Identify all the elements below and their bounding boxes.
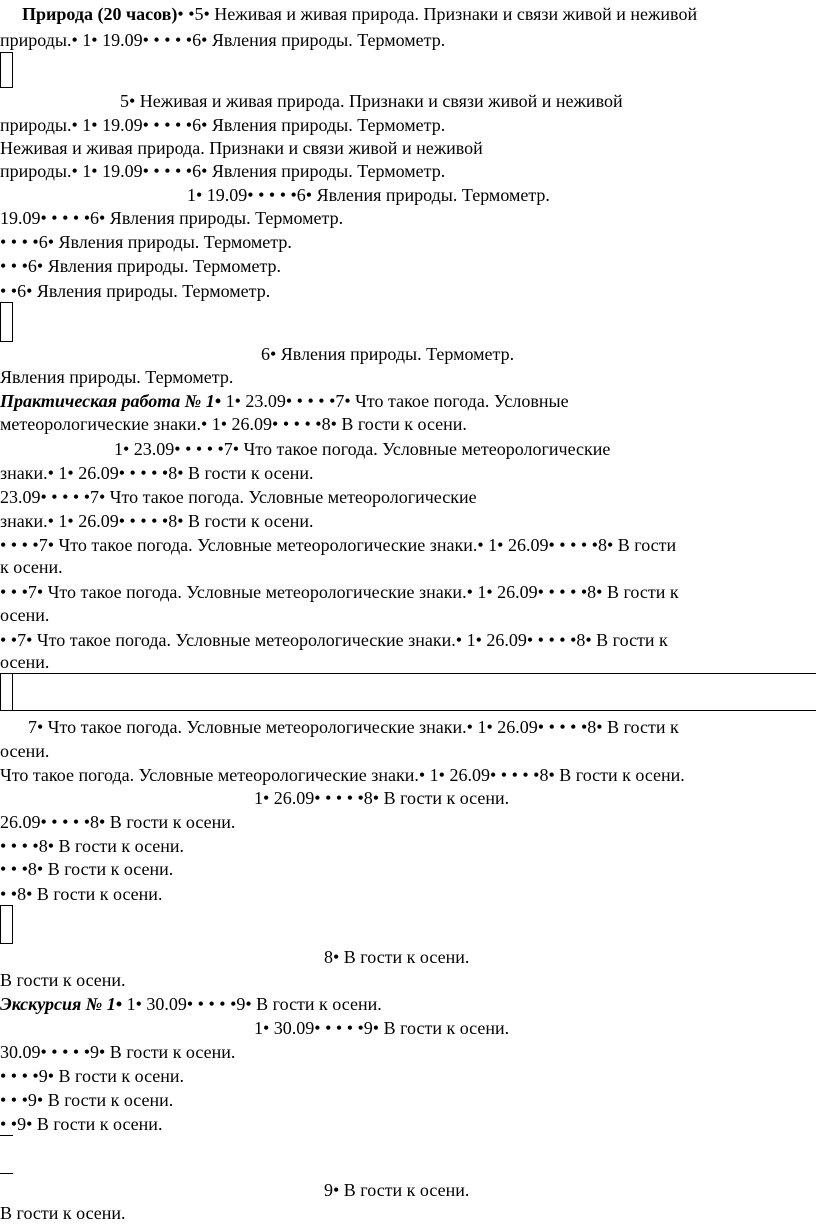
text-line: Явления природы. Термометр. <box>0 367 234 387</box>
text-line: В гости к осени. <box>0 970 126 990</box>
text-line: 26.09• • • • •8• В гости к осени. <box>0 812 236 832</box>
table-cell-fragment <box>0 52 13 88</box>
text-line: • •5• Неживая и живая природа. Признаки и связи живой и неживой <box>177 4 698 24</box>
text-line: • •6• Явления природы. Термометр. <box>0 281 271 301</box>
text-line: знаки.• 1• 26.09• • • • •8• В гости к осени. <box>0 463 314 483</box>
text-line: 23.09• • • • •7• Что такое погода. Условные метеорологические <box>0 487 477 507</box>
section-heading-line <box>22 4 697 24</box>
text-line: • •7• Что такое погода. Условные метеорологические знаки.• 1• 26.09• • • • •8• В гости к <box>0 630 668 650</box>
text-line: 1• 23.09• • • • •7• Что такое погода. Условные метеорологические <box>114 439 611 459</box>
text-line: • • •8• В гости к осени. <box>0 859 174 879</box>
table-border-line <box>0 673 816 674</box>
text-line: 1• 23.09• • • • •7• Что такое погода. Условные <box>221 391 569 411</box>
text-line: • • • •6• Явления природы. Термометр. <box>0 232 292 252</box>
text-line: к осени. <box>0 557 63 577</box>
text-line: • •9• В гости к осени. <box>0 1114 163 1134</box>
text-line: природы.• 1• 19.09• • • • •6• Явления природы. Термометр. <box>0 30 446 50</box>
text-line: природы.• 1• 19.09• • • • •6• Явления природы. Термометр. <box>0 115 446 135</box>
table-border-line <box>0 1135 13 1136</box>
text-line: В гости к осени. <box>0 1203 126 1223</box>
text-line: • • • •9• В гости к осени. <box>0 1066 185 1086</box>
text-line: 30.09• • • • •9• В гости к осени. <box>0 1042 236 1062</box>
text-line: Что такое погода. Условные метеорологические знаки.• 1• 26.09• • • • •8• В гости к осени. <box>0 765 685 785</box>
text-line: • • •6• Явления природы. Термометр. <box>0 256 282 276</box>
text-line: осени. <box>0 652 50 672</box>
text-line: природы.• 1• 19.09• • • • •6• Явления природы. Термометр. <box>0 161 446 181</box>
text-line: 5• Неживая и живая природа. Признаки и связи живой и неживой <box>120 91 623 111</box>
text-line: метеорологические знаки.• 1• 26.09• • • • •8• В гости к осени. <box>0 414 467 434</box>
text-line: • • • •7• Что такое погода. Условные метеорологические знаки.• 1• 26.09• • • • •8• В гости <box>0 535 677 555</box>
text-line: 8• В гости к осени. <box>324 947 470 967</box>
table-cell-fragment <box>0 302 13 342</box>
text-line: 19.09• • • • •6• Явления природы. Термометр. <box>0 208 344 228</box>
text-line: • •8• В гости к осени. <box>0 884 163 904</box>
text-line: осени. <box>0 741 50 761</box>
practical-work-title: Практическая работа № 1• <box>0 391 222 411</box>
text-line: • • •7• Что такое погода. Условные метеорологические знаки.• 1• 26.09• • • • •8• В гости к <box>0 582 679 602</box>
text-line: 1• 19.09• • • • •6• Явления природы. Термометр. <box>187 185 550 205</box>
text-line: Неживая и живая природа. Признаки и связи живой и неживой <box>0 138 483 158</box>
practical-work-line <box>0 391 569 411</box>
text-line: 1• 30.09• • • • •9• В гости к осени. <box>254 1018 510 1038</box>
text-line: • • •9• В гости к осени. <box>0 1090 174 1110</box>
text-line: 1• 26.09• • • • •8• В гости к осени. <box>254 788 510 808</box>
text-line: 1• 30.09• • • • •9• В гости к осени. <box>122 994 382 1014</box>
table-cell-fragment <box>0 905 13 944</box>
text-line: 7• Что такое погода. Условные метеорологические знаки.• 1• 26.09• • • • •8• В гости к <box>28 717 679 737</box>
section-title: Природа (20 часов) <box>22 4 178 24</box>
text-line: знаки.• 1• 26.09• • • • •8• В гости к осени. <box>0 511 314 531</box>
text-line: • • • •8• В гости к осени. <box>0 836 185 856</box>
excursion-title: Экскурсия № 1• <box>0 994 123 1014</box>
text-line: 6• Явления природы. Термометр. <box>261 344 515 364</box>
table-border-line <box>0 1173 13 1174</box>
text-line: 9• В гости к осени. <box>324 1180 470 1200</box>
excursion-line <box>0 994 382 1014</box>
text-line: осени. <box>0 605 50 625</box>
table-cell-fragment <box>0 673 13 711</box>
table-border-line <box>0 710 816 711</box>
